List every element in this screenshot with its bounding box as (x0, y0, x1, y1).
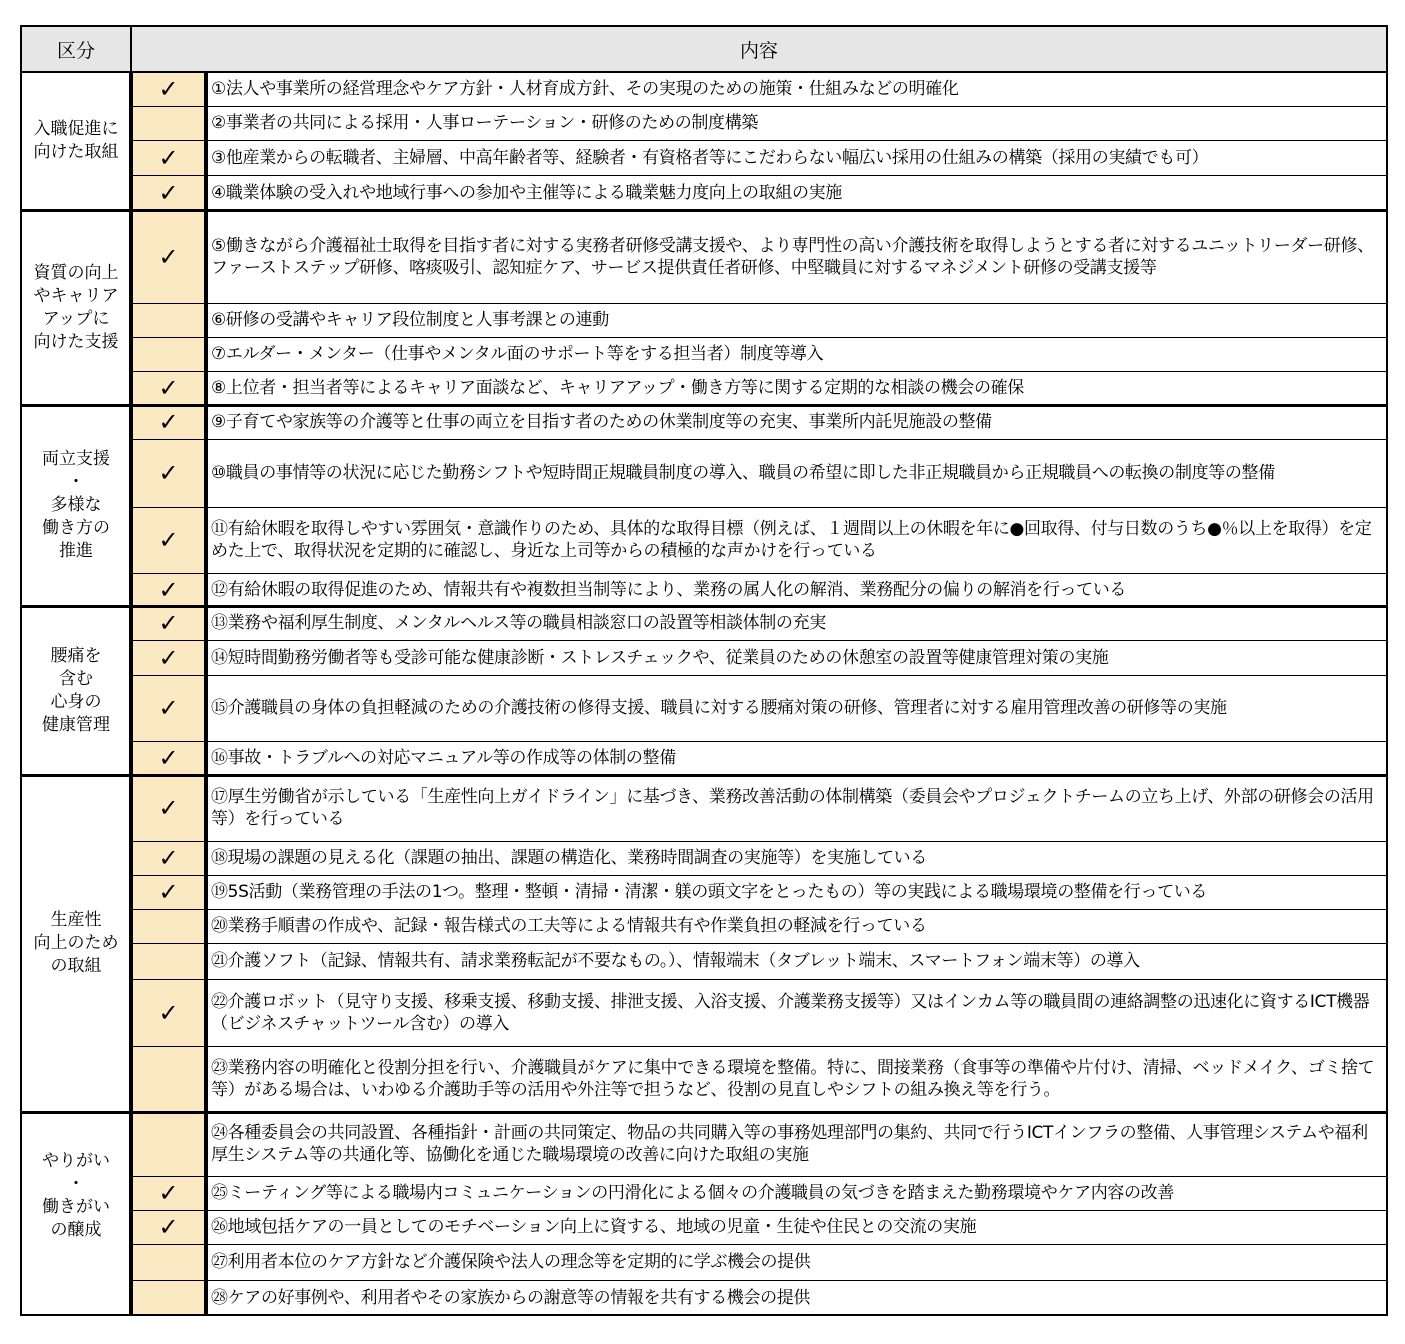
item-text: ⑭短時間勤務労働者等も受診可能な健康診断・ストレスチェックや、従業員のための休憩室の設置等健康管理対策の実施 (211, 647, 1109, 668)
item-text-cell (206, 1244, 1387, 1280)
item-text: ⑧上位者・担当者等によるキャリア面談など、キャリアアップ・働き方等に関する定期的な相談の機会の確保 (211, 378, 1024, 398)
checkbox-cell[interactable] (131, 640, 206, 675)
check-col-left (129, 72, 133, 1315)
check-mark-icon: ✓ (158, 178, 179, 207)
item-text-cell (206, 1210, 1387, 1244)
border-top (20, 25, 1388, 27)
category-label: 生産性 向上のため の取組 (33, 910, 119, 976)
check-mark-icon: ✓ (158, 694, 179, 722)
item-text-cell (206, 775, 1387, 841)
checkbox-cell[interactable] (131, 841, 206, 875)
check-mark-icon: ✓ (158, 1179, 179, 1207)
item-text-cell (206, 606, 1387, 640)
item-text-cell (206, 979, 1387, 1046)
item-text-cell (206, 741, 1387, 775)
category-label: 腰痛を 含む 心身の 健康管理 (42, 645, 110, 735)
item-text: ③他産業からの転職者、主婦層、中高年齢者等、経験者・有資格者等にこだわらない幅広い採用の仕組みの構築（採用の実績でも可） (211, 147, 1209, 168)
check-mark-icon: ✓ (158, 844, 179, 872)
checkbox-cell[interactable] (131, 1112, 206, 1176)
checkbox-cell[interactable] (131, 210, 206, 303)
item-text: ⑯事故・トラブルへの対応マニュアル等の作成等の体制の整備 (211, 748, 676, 768)
item-text-cell (206, 1046, 1387, 1112)
row-rule (131, 140, 1387, 141)
item-text: ⑦エルダー・メンター（仕事やメンタル面のサポート等をする担当者）制度等導入 (211, 344, 824, 364)
checkbox-cell[interactable] (131, 140, 206, 175)
row-rule (131, 337, 1387, 338)
group-rule (21, 404, 1387, 407)
item-text-cell (206, 106, 1387, 140)
checkbox-cell[interactable] (131, 303, 206, 337)
check-col-right (204, 72, 208, 1315)
item-text: ⑬業務や福利厚生制度、メンタルヘルス等の職員相談窓口の設置等相談体制の充実 (211, 613, 826, 633)
group-rule (21, 1111, 1387, 1114)
category-cell (21, 210, 131, 405)
checkbox-cell[interactable] (131, 875, 206, 909)
check-mark-icon: ✓ (158, 878, 179, 906)
check-mark-icon: ✓ (158, 75, 179, 103)
checkbox-cell[interactable] (131, 1176, 206, 1210)
item-text: ⑥研修の受講やキャリア段位制度と人事考課との連動 (211, 310, 609, 330)
check-mark-icon: ✓ (158, 609, 179, 637)
check-mark-icon: ✓ (158, 998, 179, 1027)
group-rule (21, 605, 1387, 608)
group-rule (21, 774, 1387, 777)
item-text-cell (206, 371, 1387, 405)
check-mark-icon: ✓ (158, 242, 179, 271)
item-text-cell (206, 337, 1387, 371)
item-text-cell (206, 573, 1387, 606)
check-mark-icon: ✓ (158, 143, 179, 172)
category-cell (21, 405, 131, 606)
item-text-cell (206, 1176, 1387, 1210)
checkbox-cell[interactable] (131, 72, 206, 106)
item-text-cell (206, 210, 1387, 303)
checkbox-cell[interactable] (131, 943, 206, 979)
checkbox-cell[interactable] (131, 1046, 206, 1112)
item-text-cell (206, 507, 1387, 573)
border-right (1386, 25, 1388, 1316)
check-mark-icon: ✓ (158, 575, 179, 604)
item-text: ⑲5S活動（業務管理の手法の1つ。整理・整頓・清掃・清潔・躾の頭文字をとったもの）等の実践による職場環境の整備を行っている (211, 882, 1208, 902)
checkbox-cell[interactable] (131, 106, 206, 140)
item-text: ㉔各種委員会の共同設置、各種指針・計画の共同策定、物品の共同購入等の事務処理部門の集約、共同で行うICTインフラの整備、人事管理システムや福利厚生システム等の共通化等、協働化を通じた職場環境の改善に向けた取組の実施 (211, 1123, 1368, 1165)
checkbox-cell[interactable] (131, 573, 206, 606)
row-rule (131, 371, 1387, 372)
row-rule (131, 303, 1387, 304)
item-text-cell (206, 405, 1387, 439)
row-rule (131, 875, 1387, 876)
category-label: 資質の向上 やキャリア アップに 向けた支援 (33, 262, 119, 352)
category-label: 両立支援 ・ 多様な 働き方の 推進 (42, 449, 110, 561)
item-text: ⑱現場の課題の見える化（課題の抽出、課題の構造化、業務時間調査の実施等）を実施している (211, 848, 927, 868)
row-rule (131, 573, 1387, 574)
row-rule (131, 640, 1387, 641)
checkbox-cell[interactable] (131, 337, 206, 371)
item-text: ①法人や事業所の経営理念やケア方針・人材育成方針、その実現のための施策・仕組みなどの明確化 (211, 79, 959, 99)
checkbox-cell[interactable] (131, 606, 206, 640)
checkbox-cell[interactable] (131, 1280, 206, 1315)
row-rule (131, 1244, 1387, 1245)
row-rule (131, 909, 1387, 910)
item-text-cell (206, 303, 1387, 337)
header-category: 区分 (21, 26, 131, 72)
item-text-cell (206, 943, 1387, 979)
item-text: ②事業者の共同による採用・人事ローテーション・研修のための制度構築 (211, 113, 759, 133)
item-text-cell (206, 841, 1387, 875)
item-text: ⑪有給休暇を取得しやすい雰囲気・意識作りのため、具体的な取得目標（例えば、１週間以上の休暇を年に●回取得、付与日数のうち●％以上を取得）を定めた上で、取得状況を定期的に確認し、身近な上司等からの積極的な声かけを行っている (211, 519, 1372, 561)
item-text: ⑩職員の事情等の状況に応じた勤務シフトや短時間正規職員制度の導入、職員の希望に即した非正規職員から正規職員への転換の制度等の整備 (211, 463, 1275, 483)
checkbox-cell[interactable] (131, 405, 206, 439)
row-rule (131, 1176, 1387, 1177)
check-mark-icon: ✓ (158, 794, 179, 822)
row-rule (131, 979, 1387, 980)
checkbox-cell[interactable] (131, 439, 206, 507)
header-content: 内容 (131, 26, 1387, 72)
item-text: ⑤働きながら介護福祉士取得を目指す者に対する実務者研修受講支援や、より専門性の高い介護技術を取得しようとする者に対するユニットリーダー研修、ファーストステップ研修、喀痰吸引、認知症ケア、サービス提供責任者研修、中堅職員に対するマネジメント研修の受講支援等 (211, 235, 1374, 278)
item-text: ⑳業務手順書の作成や、記録・報告様式の工夫等による情報共有や作業負担の軽減を行っている (211, 916, 927, 936)
border-bottom (20, 1314, 1388, 1316)
checkbox-cell[interactable] (131, 979, 206, 1046)
item-text: ⑰厚生労働省が示している「生産性向上ガイドライン」に基づき、業務改善活動の体制構築（委員会やプロジェクトチームの立ち上げ、外部の研修会の活用等）を行っている (211, 787, 1374, 829)
category-label: やりがい ・ 働きがい の醸成 (42, 1151, 110, 1240)
check-mark-icon: ✓ (158, 374, 179, 402)
item-text-cell (206, 875, 1387, 909)
category-cell (21, 72, 131, 210)
checkbox-cell[interactable] (131, 1244, 206, 1280)
row-rule (131, 439, 1387, 440)
item-text: ㉓業務内容の明確化と役割分担を行い、介護職員がケアに集中できる環境を整備。特に、間接業務（食事等の準備や片付け、清掃、ベッドメイク、ゴミ捨て等）がある場合は、いわゆる介護助手等の活用や外注等で担うなど、役割の見直しやシフトの組み換え等を行う。 (211, 1058, 1375, 1100)
row-rule (131, 943, 1387, 944)
checkbox-cell[interactable] (131, 175, 206, 210)
item-text: ㉖地域包括ケアの一員としてのモチベーション向上に資する、地域の児童・生徒や住民との交流の実施 (211, 1217, 977, 1237)
item-text-cell (206, 640, 1387, 675)
row-rule (131, 1046, 1387, 1047)
checkbox-cell[interactable] (131, 775, 206, 841)
item-text-cell (206, 675, 1387, 741)
category-cell (21, 775, 131, 1112)
check-mark-icon: ✓ (158, 408, 179, 436)
checkbox-cell[interactable] (131, 507, 206, 573)
item-text: ㉑介護ソフト（記録、情報共有、請求業務転記が不要なもの。）、情報端末（タブレット端末、スマートフォン端末等）の導入 (211, 951, 1140, 971)
item-text: ㉘ケアの好事例や、利用者やその家族からの謝意等の情報を共有する機会の提供 (211, 1287, 811, 1308)
row-rule (131, 675, 1387, 676)
check-mark-icon: ✓ (158, 459, 179, 487)
checkbox-cell[interactable] (131, 1210, 206, 1244)
checkbox-cell[interactable] (131, 371, 206, 405)
item-text: ⑫有給休暇の取得促進のため、情報共有や複数担当制等により、業務の属人化の解消、業務配分の偏りの解消を行っている (211, 579, 1127, 600)
group-rule (21, 209, 1387, 212)
row-rule (131, 175, 1387, 176)
item-text: ㉒介護ロボット（見守り支援、移乗支援、移動支援、排泄支援、入浴支援、介護業務支援等）又はインカム等の職員間の連絡調整の迅速化に資するICT機器（ビジネスチャットツール含む）の導入 (211, 991, 1370, 1034)
item-text: ⑮介護職員の身体の負担軽減のための介護技術の修得支援、職員に対する腰痛対策の研修、管理者に対する雇用管理改善の研修等の実施 (211, 698, 1227, 718)
header-rule (21, 71, 1387, 73)
check-mark-icon: ✓ (158, 1213, 179, 1241)
check-mark-icon: ✓ (158, 643, 179, 672)
item-text-cell (206, 175, 1387, 210)
header-divider (130, 26, 132, 72)
item-text-cell (206, 140, 1387, 175)
item-text: ⑨子育てや家族等の介護等と仕事の両立を目指す者のための休業制度等の充実、事業所内託児施設の整備 (211, 412, 992, 432)
checkbox-cell[interactable] (131, 909, 206, 943)
category-cell (21, 1112, 131, 1280)
row-rule (131, 1280, 1387, 1281)
item-text-cell (206, 909, 1387, 943)
item-text: ㉗利用者本位のケア方針など介護保険や法人の理念等を定期的に学ぶ機会の提供 (211, 1252, 811, 1272)
item-text-cell (206, 439, 1387, 507)
row-rule (131, 1210, 1387, 1211)
item-text-cell (206, 72, 1387, 106)
check-mark-icon: ✓ (158, 526, 179, 554)
checkbox-cell[interactable] (131, 741, 206, 775)
row-rule (131, 507, 1387, 508)
border-left (20, 25, 22, 1316)
item-text-cell (206, 1112, 1387, 1176)
row-rule (131, 741, 1387, 742)
item-text-cell (206, 1280, 1387, 1315)
item-text: ④職業体験の受入れや地域行事への参加や主催等による職業魅力度向上の取組の実施 (211, 182, 842, 203)
check-mark-icon: ✓ (158, 744, 179, 772)
row-rule (131, 106, 1387, 107)
category-cell (21, 606, 131, 775)
item-text: ㉕ミーティング等による職場内コミュニケーションの円滑化による個々の介護職員の気づきを踏まえた勤務環境やケア内容の改善 (211, 1183, 1174, 1203)
row-rule (131, 841, 1387, 842)
checkbox-cell[interactable] (131, 675, 206, 741)
category-label: 入職促進に 向けた取組 (33, 119, 119, 162)
